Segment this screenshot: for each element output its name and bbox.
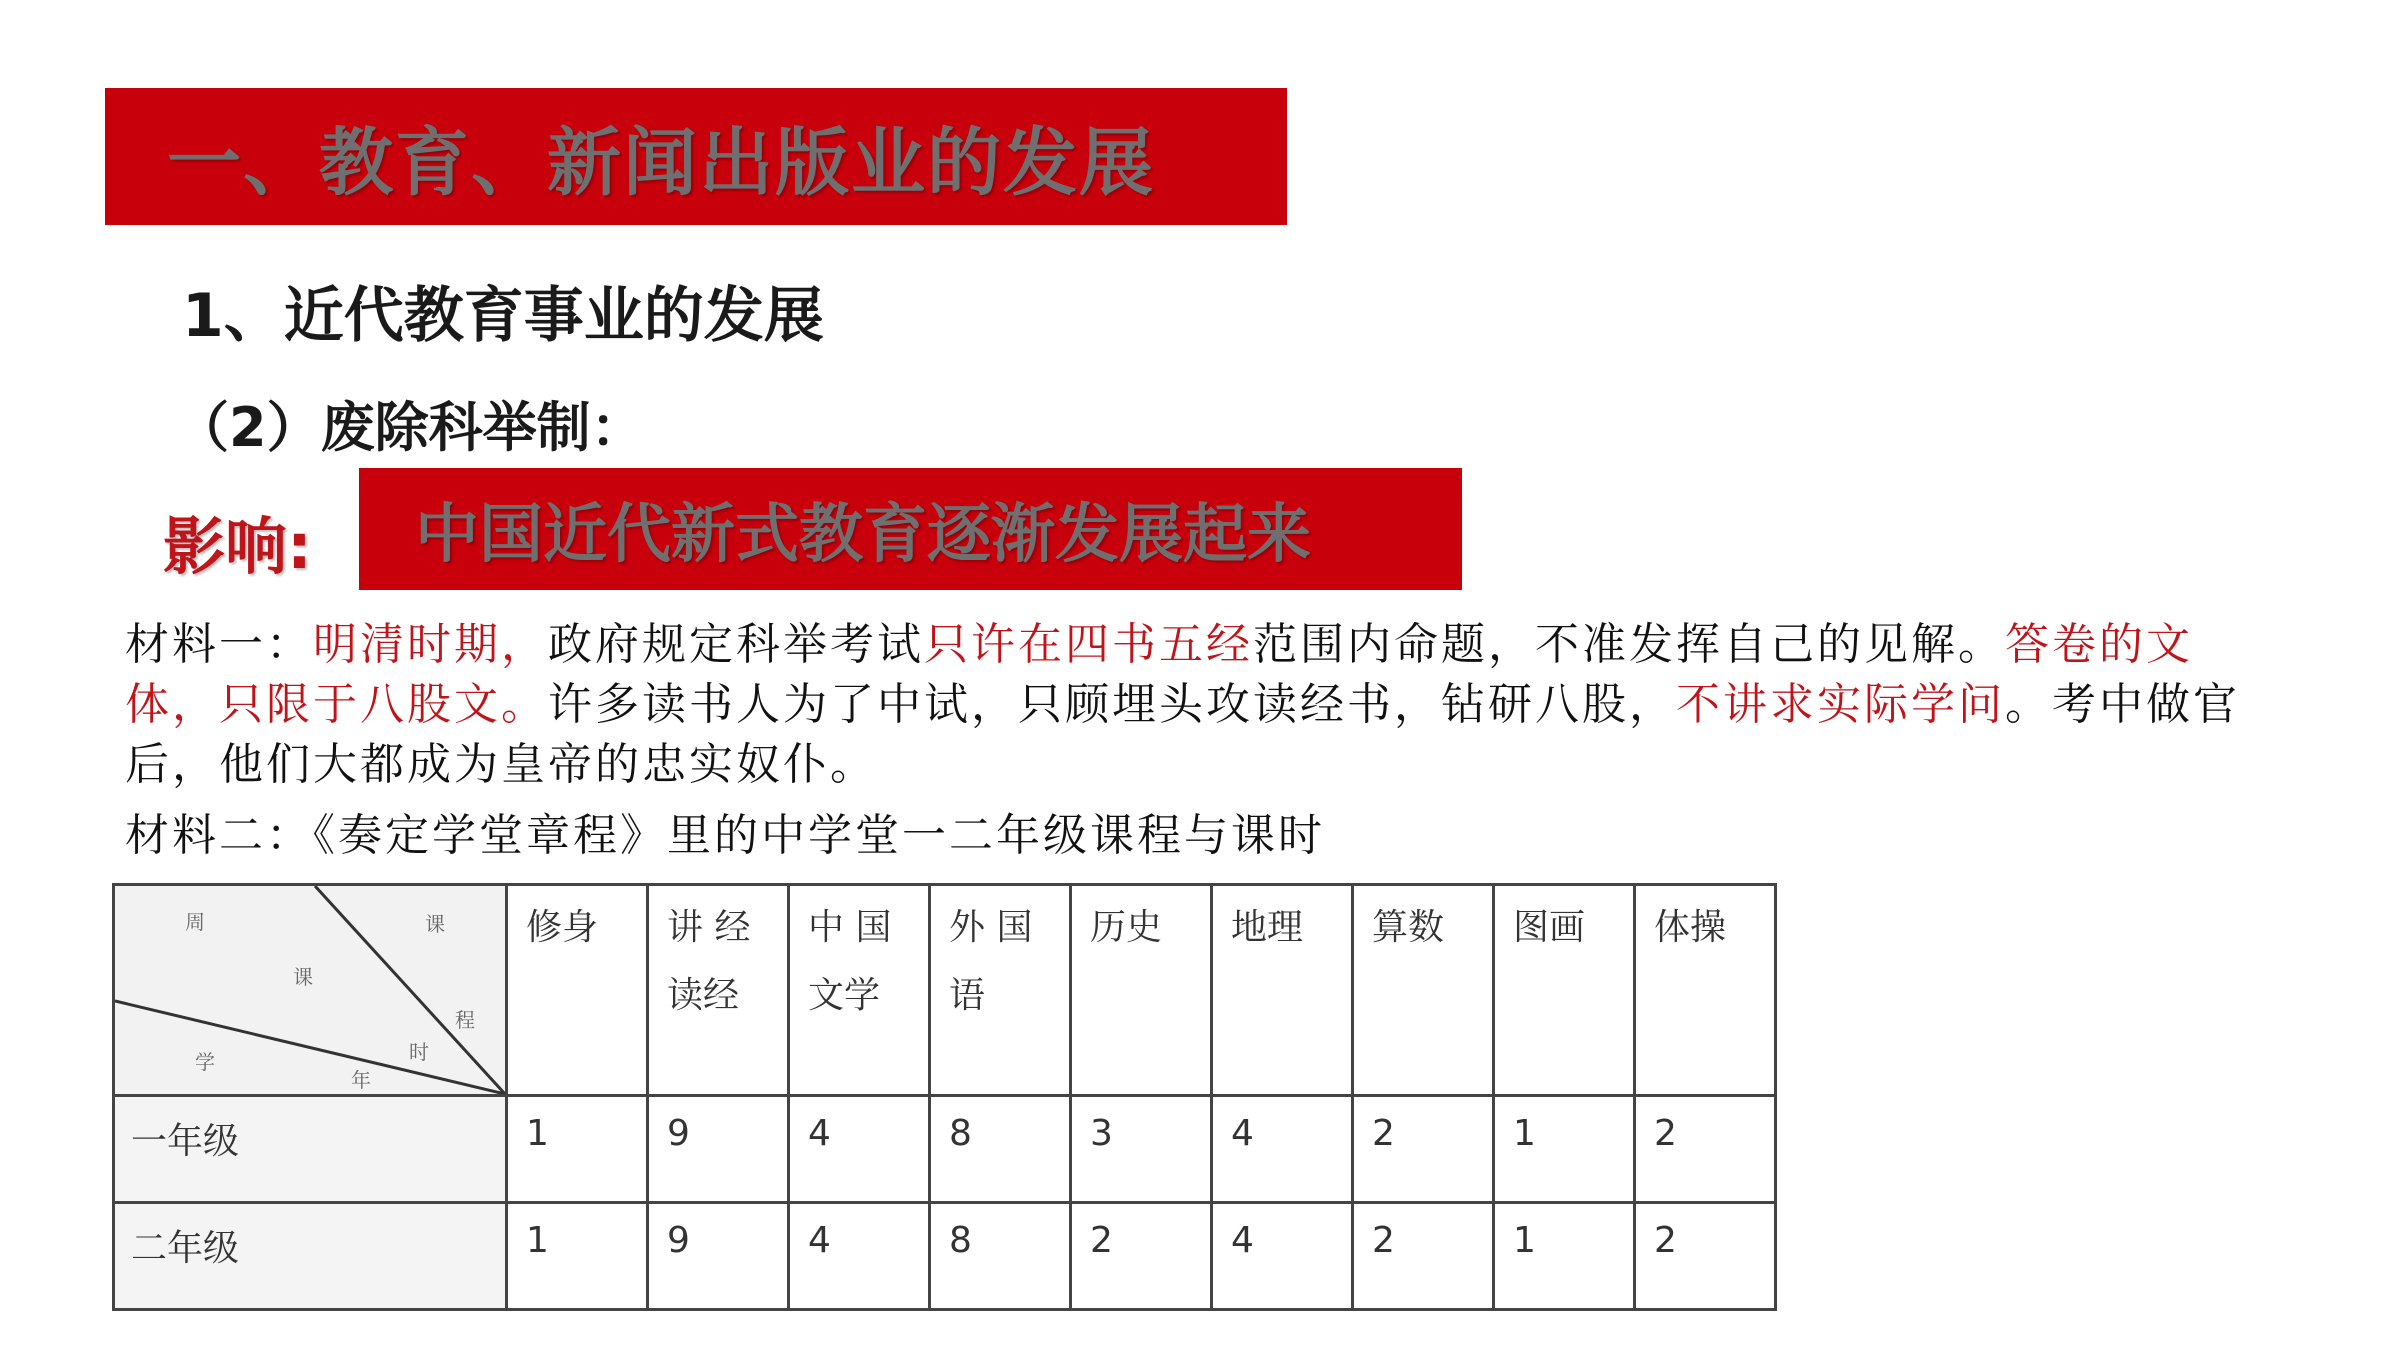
table-cell: 8 xyxy=(930,1203,1071,1310)
corner-header-cell xyxy=(114,885,507,1096)
column-header: 外 国 语 xyxy=(930,885,1071,1096)
column-header: 修身 xyxy=(507,885,648,1096)
corner-word: 程 xyxy=(455,1008,475,1032)
corner-word: 时 xyxy=(409,1040,429,1064)
table-cell: 2 xyxy=(1635,1203,1776,1310)
column-header: 算数 xyxy=(1353,885,1494,1096)
table-cell: 4 xyxy=(789,1096,930,1203)
table-cell: 9 xyxy=(648,1203,789,1310)
column-header: 体操 xyxy=(1635,885,1776,1096)
material-one-segment: 。考中做官后，他们大都成为皇帝的忠实奴仆。 xyxy=(125,679,2240,790)
table-cell: 2 xyxy=(1353,1203,1494,1310)
table-cell: 4 xyxy=(1212,1096,1353,1203)
material-one-highlight: 只许在四书五经 xyxy=(924,619,1253,670)
column-header: 图画 xyxy=(1494,885,1635,1096)
material-two-caption: 材料二：《奏定学堂章程》里的中学堂一二年级课程与课时 xyxy=(125,810,1325,861)
section-heading: 1、近代教育事业的发展 xyxy=(182,281,824,351)
table-cell: 2 xyxy=(1353,1096,1494,1203)
corner-word: 学 xyxy=(195,1050,215,1074)
material-one-paragraph xyxy=(125,615,2275,795)
table-cell: 1 xyxy=(507,1203,648,1310)
table-row xyxy=(114,1203,1776,1310)
corner-word: 周 xyxy=(185,910,205,934)
material-one-highlight: 明清时期， xyxy=(313,619,548,670)
corner-word: 课 xyxy=(293,965,313,989)
table-cell: 9 xyxy=(648,1096,789,1203)
material-one-highlight: 答卷的文体，只限于八股文。 xyxy=(125,619,2193,730)
corner-word: 课 xyxy=(425,912,445,936)
subsection-heading: （2）废除科举制： xyxy=(175,396,645,459)
table-cell: 3 xyxy=(1071,1096,1212,1203)
row-label: 一年级 xyxy=(114,1096,507,1203)
table-cell: 2 xyxy=(1635,1096,1776,1203)
table-cell: 1 xyxy=(1494,1203,1635,1310)
row-label: 二年级 xyxy=(114,1203,507,1310)
title-banner xyxy=(105,88,1287,225)
table-cell: 2 xyxy=(1071,1203,1212,1310)
material-one-segment: 材料一： xyxy=(125,619,313,670)
table-cell: 1 xyxy=(1494,1096,1635,1203)
material-one-segment: 政府规定科举考试 xyxy=(548,619,924,670)
table-cell: 1 xyxy=(507,1096,648,1203)
material-one-segment: 范围内命题，不准发挥自己的见解。 xyxy=(1253,619,2005,670)
corner-word: 年 xyxy=(351,1068,371,1092)
table-cell: 8 xyxy=(930,1096,1071,1203)
course-table xyxy=(112,883,1777,1311)
impact-label: 影响: xyxy=(163,510,312,583)
material-one-highlight: 不讲求实际学问 xyxy=(1676,679,2005,730)
column-header: 讲 经 读经 xyxy=(648,885,789,1096)
impact-text: 中国近代新式教育逐渐发展起来 xyxy=(415,498,1311,572)
column-header: 地理 xyxy=(1212,885,1353,1096)
impact-box xyxy=(359,468,1462,590)
column-header: 中 国 文学 xyxy=(789,885,930,1096)
table-header-row xyxy=(114,885,1776,1096)
table-cell: 4 xyxy=(789,1203,930,1310)
column-header: 历史 xyxy=(1071,885,1212,1096)
corner-diagonal-lines xyxy=(115,886,505,1094)
banner-title: 一、教育、新闻出版业的发展 xyxy=(167,119,1155,206)
table-row xyxy=(114,1096,1776,1203)
material-one-segment: 许多读书人为了中试，只顾埋头攻读经书，钻研八股， xyxy=(548,679,1676,730)
table-cell: 4 xyxy=(1212,1203,1353,1310)
